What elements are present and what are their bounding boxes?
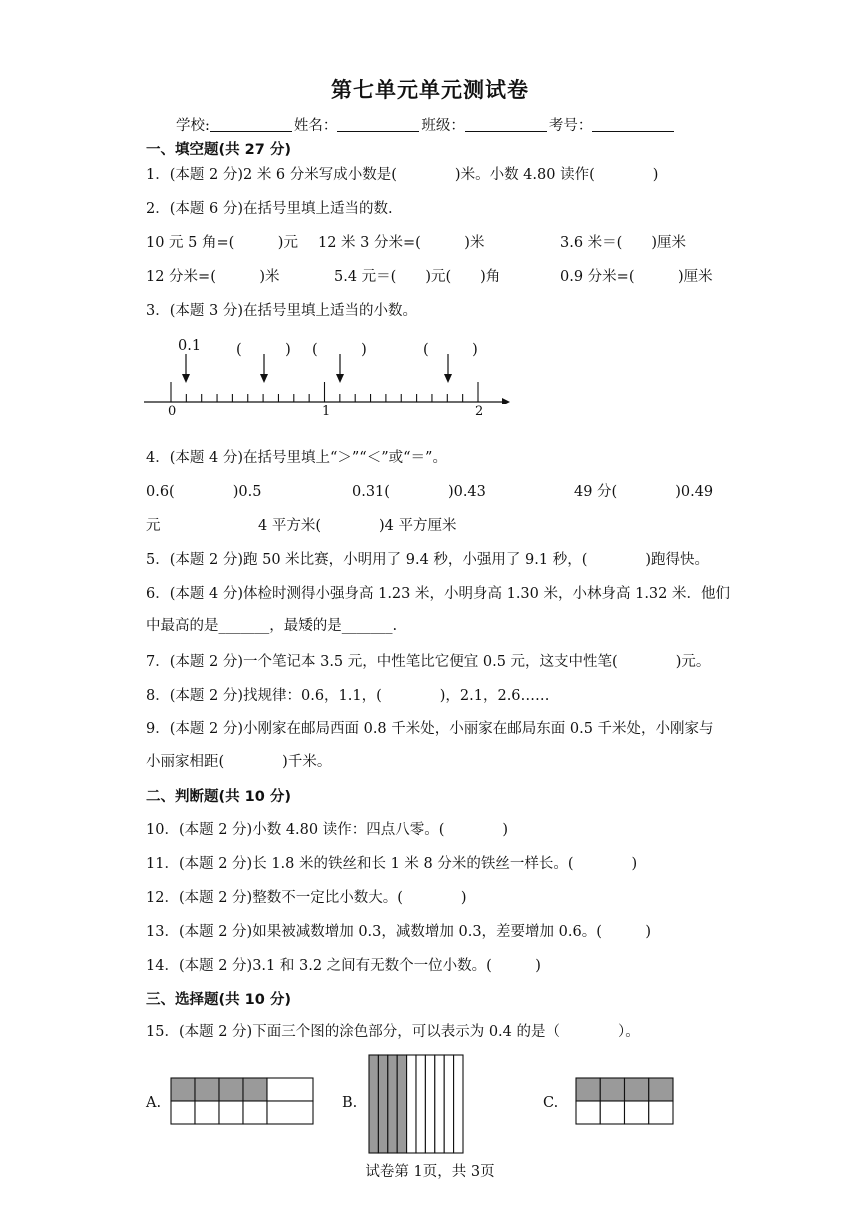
- figure-cell: [625, 1101, 649, 1124]
- figure-cell: [625, 1078, 649, 1101]
- question-3: 3．(本题 3 分)在括号里填上适当的小数。: [146, 303, 417, 319]
- question-14: 14．(本题 2 分)3.1 和 3.2 之间有无数个一位小数。( ): [146, 958, 541, 974]
- school-label: 学校:: [176, 118, 210, 134]
- class-blank[interactable]: [465, 117, 547, 132]
- option-a-label[interactable]: A.: [146, 1095, 162, 1111]
- figure-cell: [649, 1078, 673, 1101]
- question-13: 13．(本题 2 分)如果被减数增加 0.3，减数增加 0.3，差要增加 0.6。( ): [146, 924, 652, 940]
- question-2c: 3.6 米＝( )厘米: [560, 235, 686, 251]
- figure-cell: [267, 1101, 313, 1124]
- question-8: 8．(本题 2 分)找规律：0.6，1.1，( )，2.1，2.6……: [146, 688, 550, 704]
- figure-cell: [171, 1078, 195, 1101]
- question-1: 1．(本题 2 分)2 米 6 分米写成小数是( )米。小数 4.80 读作( ): [146, 167, 659, 183]
- name-label: 姓名：: [293, 118, 338, 134]
- figure-cell: [243, 1078, 267, 1101]
- figure-strip: [444, 1055, 453, 1153]
- question-15: 15．(本题 2 分)下面三个图的涂色部分，可以表示为 0.4 的是（ ）。: [146, 1024, 640, 1040]
- question-4: 4．(本题 4 分)在括号里填上“＞”“＜”或“＝”。: [146, 450, 447, 466]
- tick-label-1: 1: [322, 404, 331, 419]
- section-true-false: 二、判断题(共 10 分): [146, 789, 292, 805]
- question-4b: 0.31( )0.43: [352, 484, 486, 500]
- arrow-down-4: [444, 354, 452, 383]
- figure-cell: [267, 1078, 313, 1101]
- figure-cell: [576, 1078, 600, 1101]
- page-footer: 试卷第 1页，共 3页: [365, 1164, 495, 1180]
- question-4c: 49 分( )0.49: [574, 484, 714, 500]
- question-4d: 4 平方米( )4 平方厘米: [258, 518, 457, 534]
- figure-cell: [171, 1101, 195, 1124]
- numberline-blank-3[interactable]: ( ): [423, 342, 478, 358]
- number-blank[interactable]: [592, 117, 674, 132]
- numberline-blank-1[interactable]: ( ): [236, 342, 291, 358]
- name-blank[interactable]: [337, 117, 419, 132]
- school-blank[interactable]: [210, 117, 292, 132]
- option-a-figure[interactable]: [170, 1077, 314, 1125]
- section-fill-in: 一、填空题(共 27 分): [146, 142, 292, 158]
- figure-cell: [600, 1101, 624, 1124]
- figure-strip: [454, 1055, 463, 1153]
- question-4a: 0.6( )0.5: [146, 484, 262, 500]
- option-b-figure[interactable]: [368, 1054, 464, 1154]
- tick-label-0: 0: [168, 404, 177, 419]
- question-2e: 5.4 元＝( )元( )角: [334, 269, 501, 285]
- question-10: 10．(本题 2 分)小数 4.80 读作：四点八零。( ): [146, 822, 509, 838]
- question-11: 11．(本题 2 分)长 1.8 米的铁丝和长 1 米 8 分米的铁丝一样长。( ): [146, 856, 638, 872]
- figure-strip: [435, 1055, 444, 1153]
- question-6-line-1: 6．(本题 4 分)体检时测得小强身高 1.23 米，小明身高 1.30 米，小林身高 1.32 米．他们: [146, 586, 730, 602]
- question-7: 7．(本题 2 分)一个笔记本 3.5 元，中性笔比它便宜 0.5 元，这支中性笔( )元。: [146, 654, 711, 670]
- figure-strip: [369, 1055, 378, 1153]
- figure-strip: [425, 1055, 434, 1153]
- figure-cell: [649, 1101, 673, 1124]
- figure-strip: [388, 1055, 397, 1153]
- numberline-blank-2[interactable]: ( ): [312, 342, 367, 358]
- figure-cell: [219, 1078, 243, 1101]
- question-4c-unit: 元: [146, 518, 161, 534]
- figure-cell: [219, 1101, 243, 1124]
- number-label: 考号：: [548, 118, 593, 134]
- question-2d: 12 分米=( )米: [146, 269, 280, 285]
- figure-cell: [576, 1101, 600, 1124]
- page-title: 第七单元单元测试卷: [331, 78, 529, 102]
- class-label: 班级：: [421, 118, 465, 134]
- figure-strip: [397, 1055, 406, 1153]
- question-9-line-1: 9．(本题 2 分)小刚家在邮局西面 0.8 千米处，小丽家在邮局东面 0.5 千米处，小刚家与: [146, 721, 714, 737]
- numberline-given-label: 0.1: [178, 338, 202, 354]
- option-b-label[interactable]: B.: [342, 1095, 358, 1111]
- number-line-figure: [140, 352, 520, 404]
- question-5: 5．(本题 2 分)跑 50 米比赛，小明用了 9.4 秒，小强用了 9.1 秒，( )跑得快。: [146, 552, 710, 568]
- question-2: 2．(本题 6 分)在括号里填上适当的数.: [146, 201, 393, 217]
- section-multiple-choice: 三、选择题(共 10 分): [146, 992, 292, 1008]
- question-2f: 0.9 分米=( )厘米: [560, 269, 713, 285]
- question-9-line-2: 小丽家相距( )千米。: [146, 754, 332, 770]
- figure-strip: [407, 1055, 416, 1153]
- axis-ticks: [171, 382, 478, 402]
- option-c-figure[interactable]: [575, 1077, 675, 1125]
- tick-label-2: 2: [475, 404, 484, 419]
- figure-cell: [195, 1101, 219, 1124]
- figure-strip: [416, 1055, 425, 1153]
- axis-arrow-icon: [502, 398, 510, 404]
- question-2a: 10 元 5 角=( )元: [146, 235, 298, 251]
- figure-strip: [378, 1055, 387, 1153]
- arrow-down-3: [336, 354, 344, 383]
- figure-cell: [243, 1101, 267, 1124]
- student-info-line: [176, 114, 676, 135]
- figure-cell: [600, 1078, 624, 1101]
- arrow-down-2: [260, 354, 268, 383]
- question-12: 12．(本题 2 分)整数不一定比小数大。( ): [146, 890, 467, 906]
- arrow-down-1: [182, 354, 190, 383]
- option-c-label[interactable]: C.: [543, 1095, 559, 1111]
- question-6-line-2: 中最高的是_______，最矮的是_______.: [146, 618, 398, 634]
- figure-cell: [195, 1078, 219, 1101]
- question-2b: 12 米 3 分米=( )米: [318, 235, 485, 251]
